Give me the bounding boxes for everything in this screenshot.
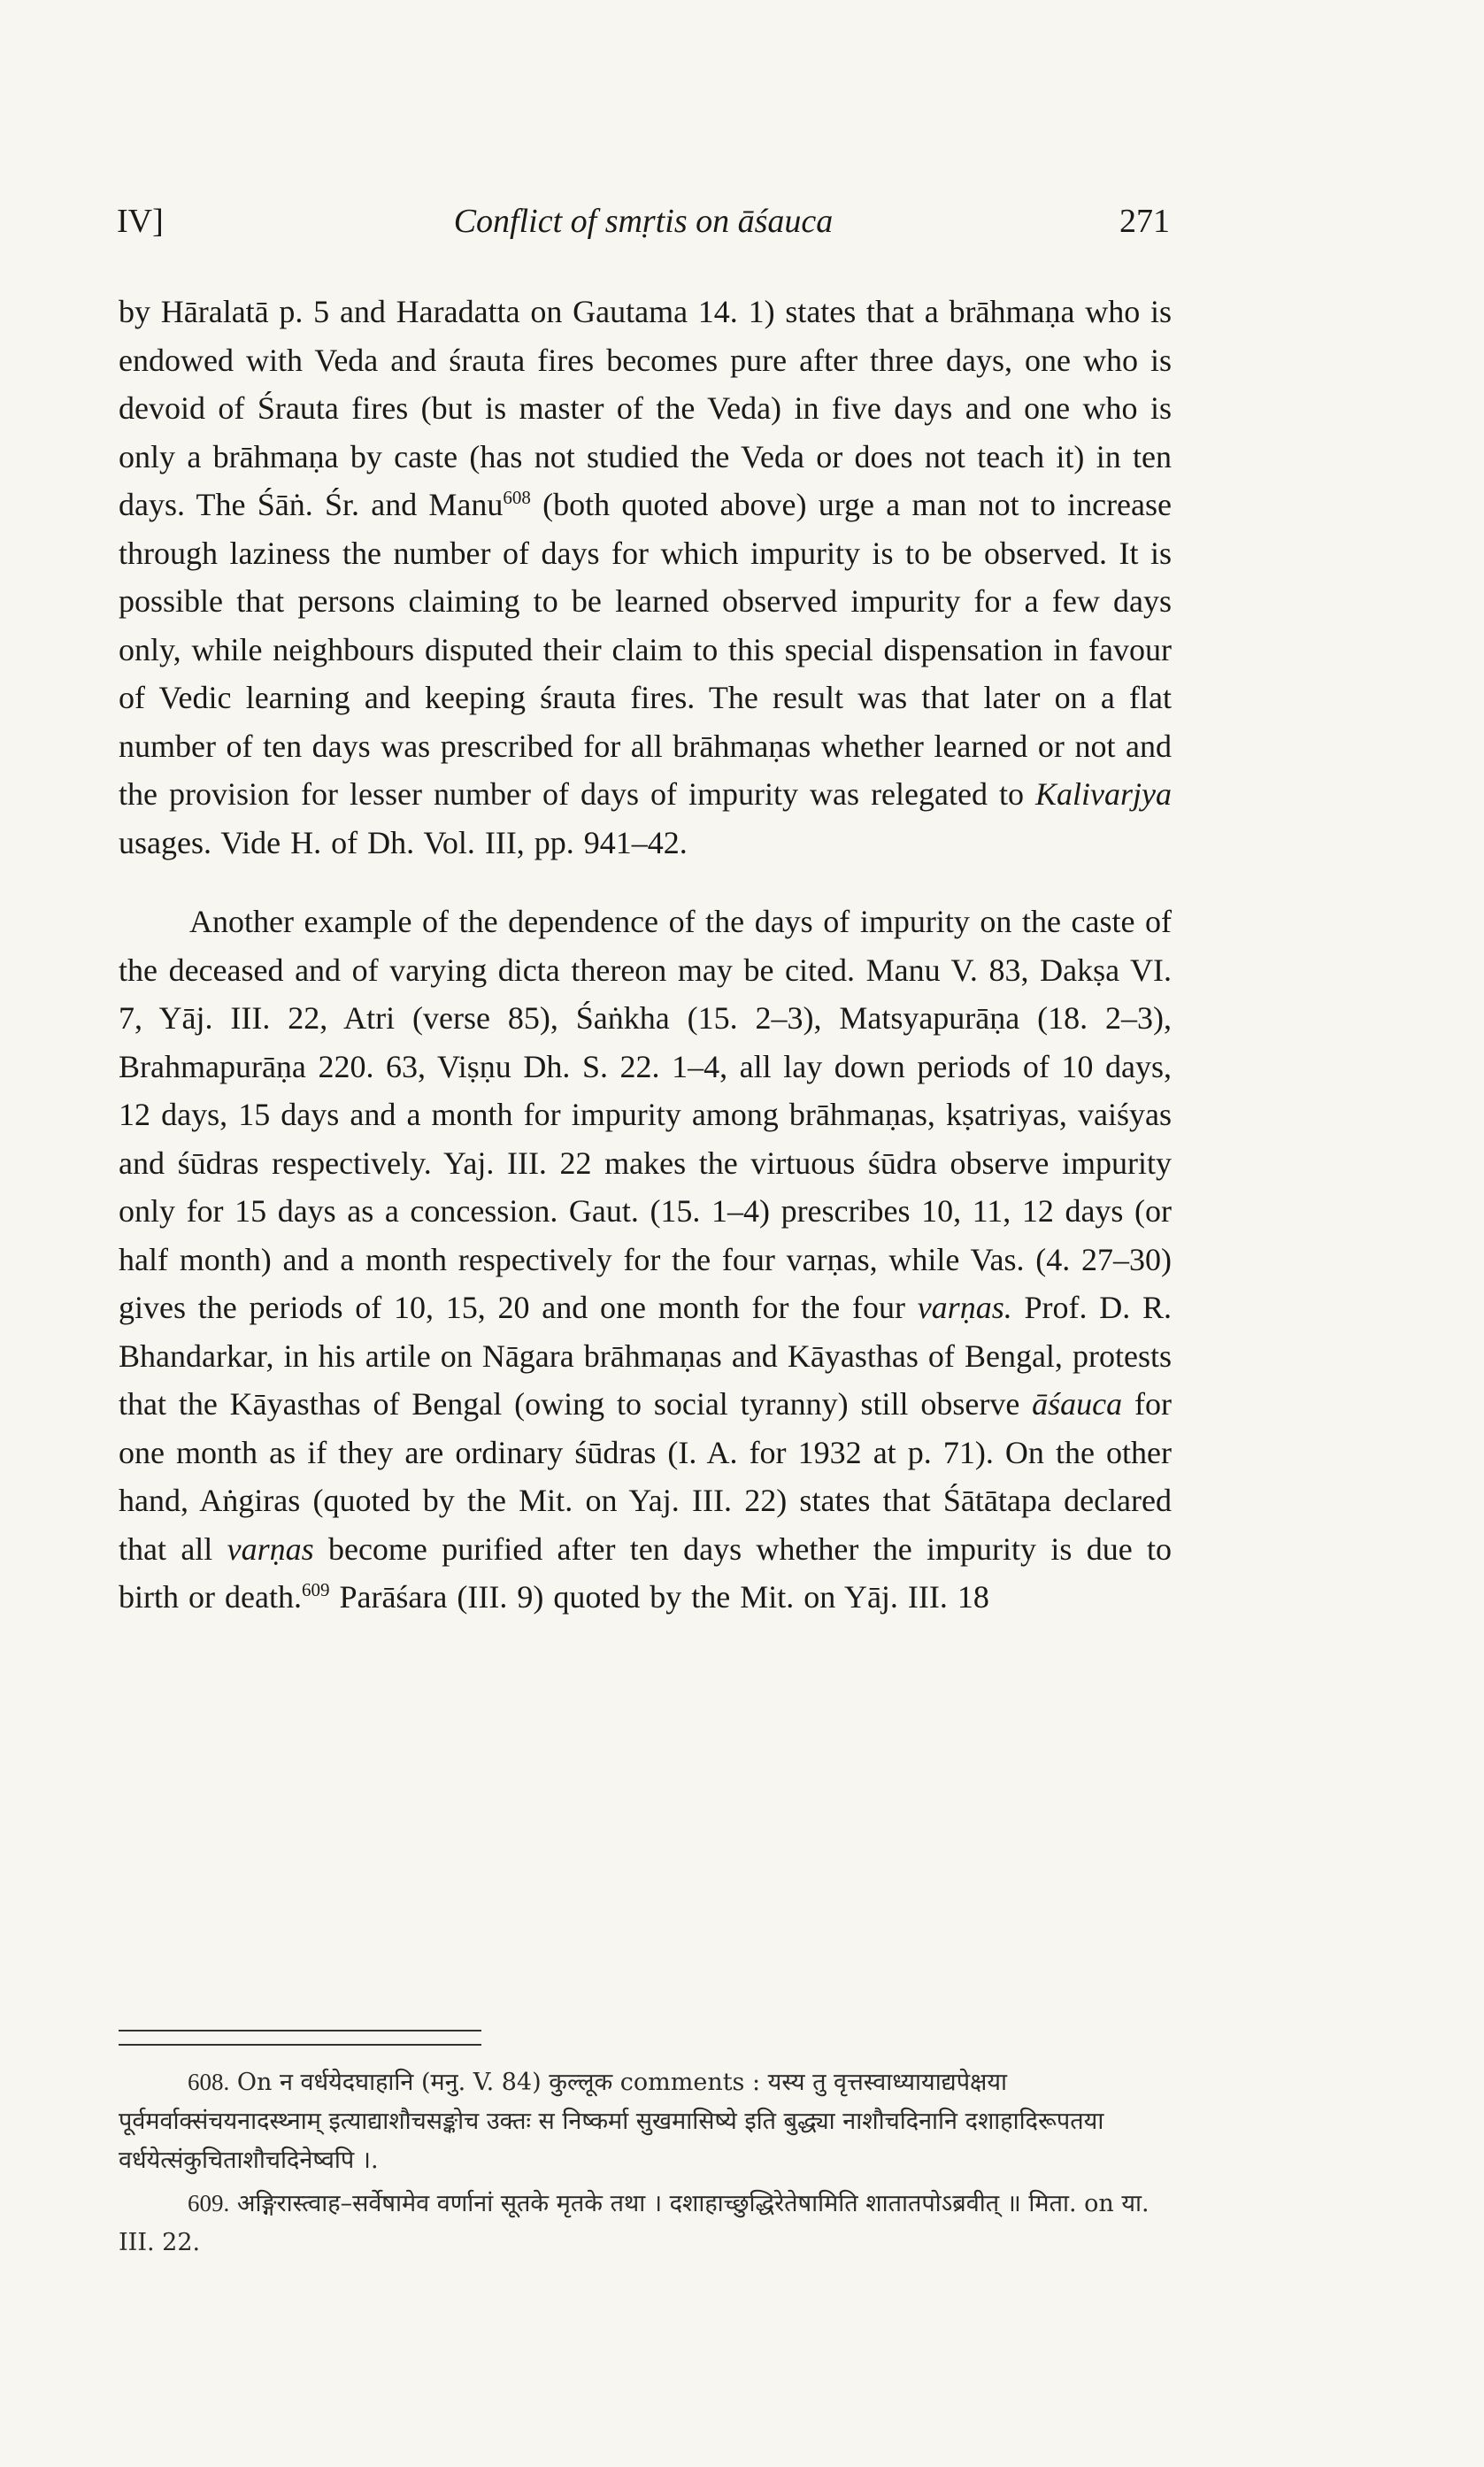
paragraph-2-text-d: become purified after ten days whether the impurity is due to birth or death. — [119, 1530, 1173, 1615]
footnotes — [119, 2062, 1172, 2266]
footnote-608 — [119, 2062, 1172, 2180]
footnote-number: 609. — [188, 2190, 230, 2216]
paragraph-1-text-a: by Hāralatā p. 5 and Haradatta on Gautama 14. 1) states that a brāhmaṇa who is endowed with Veda and śrauta fires becomes pure after three days, one who is devoid of Śrauta fires (but is master of the Veda) in five days and one who is only a brāhmaṇa by caste (has not studied the Veda or does not teach it) in ten days. The Śāṅ. Śr. and Manu — [119, 294, 1172, 522]
paragraph-2-text-b: Prof. D. R. Bhandarkar, in his artile on Nāgara brāhmaṇas and Kāyasthas of Bengal, protests that the Kāyasthas of Bengal (owing to social tyranny) still observe — [119, 1290, 1172, 1422]
footnote-number: 608. — [188, 2069, 230, 2095]
term-varnas: varṇas. — [917, 1290, 1012, 1325]
footnote-divider — [119, 2030, 481, 2046]
paragraph-2-text-c: for one month as if they are ordinary śūdras (I. A. for 1932 at p. 71). On the other hand, Aṅgiras (quoted by the Mit. on Yaj. III. 22) states that Śātātapa declared that all — [119, 1386, 1172, 1567]
paragraph-2-text-e: Parāśara (III. 9) quoted by the Mit. on Yāj. III. 18 — [329, 1579, 989, 1615]
term-asauca: āśauca — [1032, 1386, 1123, 1422]
chapter-marker: IV] — [117, 203, 164, 240]
footnote-text: अङ्गिरास्त्वाह–सर्वेषामेव वर्णानां सूतके मृतके तथा । दशाहाच्छुद्धिरेतेषामिति शातातपोऽब्रवीत् ॥ मिता. on या. III. 22. — [119, 2190, 1150, 2256]
footnote-ref-608: 608 — [503, 487, 531, 508]
paragraph-2-text-a: Another example of the dependence of the days of impurity on the caste of the deceased and of varying dicta thereon may be cited. Manu V. 83, Dakṣa VI. 7, Yāj. III. 22, Atri (verse 85), Śaṅkha (15. 2–3), Matsyapurāṇa (18. 2–3), Brahmapurāṇa 220. 63, Viṣṇu Dh. S. 22. 1–4, all lay down periods of 10 days, 12 days, 15 days and a month for impurity among brāhmaṇas, kṣatriyas, vaiśyas and śūdras respectively. Yaj. III. 22 makes the virtuous śūdra observe impurity only for 15 days as a concession. Gaut. (15. 1–4) prescribes 10, 11, 12 days (or half month) and a month respectively for the four varṇas, while Vas. (4. 27–30) gives the periods of 10, 15, 20 and one month for the four — [119, 904, 1172, 1325]
running-head — [117, 202, 1170, 246]
footnote-ref-609: 609 — [301, 1579, 330, 1600]
term-kalivarjya: Kalivarjya — [1035, 776, 1172, 812]
term-varnas-2: varṇas — [227, 1530, 314, 1567]
footnote-609 — [119, 2184, 1172, 2263]
paragraph-1-text-c: usages. Vide H. of Dh. Vol. III, pp. 941–42. — [119, 824, 688, 860]
body-text — [119, 288, 1172, 1622]
paragraph-1 — [119, 288, 1172, 867]
paragraph-2 — [119, 898, 1172, 1622]
running-title: Conflict of smṛtis on āśauca — [453, 203, 834, 240]
footnote-text: On न वर्धयेदघाहानि (मनु. V. 84) कुल्लूक comments : यस्य तु वृत्तस्वाध्यायाद्यपेक्षया पूर्वमर्वाक्संचयनादस्थ्नाम् इत्याद्याशौचसङ्कोच उक्तः स निष्कर्मा सुखमासिष्ये इति बुद्ध्या नाशौचदिनानि दशाहादिरूपतया वर्धयेत्संकुचिताशौचदिनेष्वपि ।. — [119, 2069, 1104, 2174]
page-number: 271 — [1119, 203, 1170, 240]
paragraph-1-text-b: (both quoted above) urge a man not to increase through laziness the number of days for which impurity is to be observed. It is possible that persons claiming to be learned observed impurity for a few days only, while neighbours disputed their claim to this special dispensation in favour of Vedic learning and keeping śrauta fires. The result was that later on a flat number of ten days was prescribed for all brāhmaṇas whether learned or not and the provision for lesser number of days of impurity was relegated to — [119, 487, 1173, 812]
